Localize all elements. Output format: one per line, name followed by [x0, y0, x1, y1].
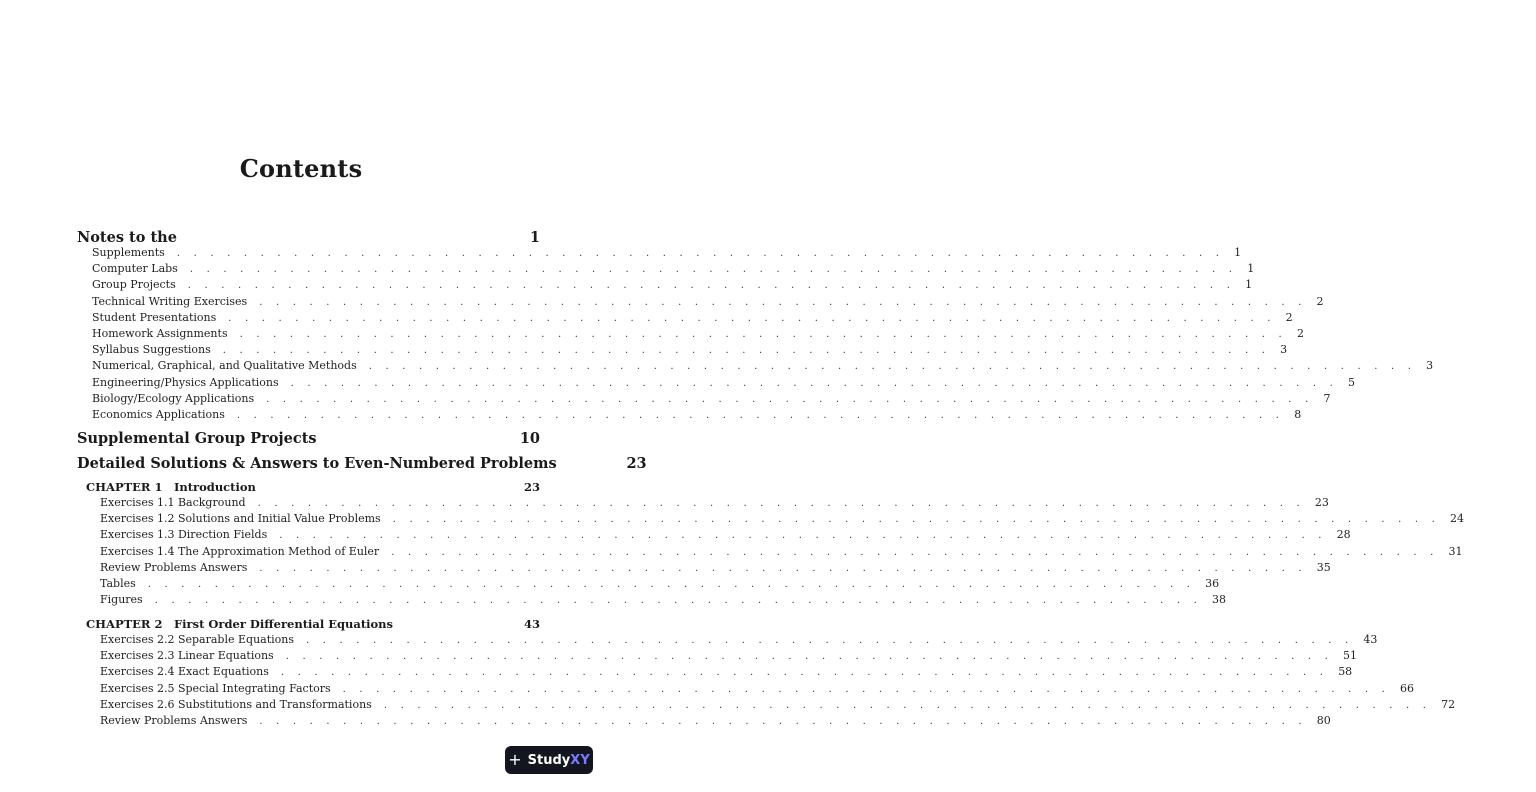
- toc-section-notes[interactable]: [0, 229, 612, 246]
- toc-page-number: 3: [1280, 343, 1288, 357]
- studyxy-badge[interactable]: [505, 746, 593, 774]
- leader-dots: . . . . . . . . . . . . . . . . . . . . . . . . . . . . . . . . . . . . . . . . . . . . . . . . . . . . . . . . . . . . . . .: [236, 410, 1285, 421]
- leader-dots: . . . . . . . . . . . . . . . . . . . . . . . . . . . . . . . . . . . . . . . . . . . . . . . . . . . . . . . . . . . . . . .: [259, 562, 1307, 574]
- toc-entry[interactable]: [0, 714, 1331, 727]
- leader-dots: . . . . . . . . . . . . . . . . . . . . . . . . . . . . . . . . . . . . . . . . . . . . . . . . . . . . . . . . . . . . . . .: [383, 699, 1432, 711]
- toc-entry[interactable]: [0, 294, 1324, 308]
- toc-entry-label: Homework Assignments: [92, 327, 228, 340]
- chapter-number: CHAPTER 1: [86, 480, 163, 494]
- leader-dots: . . . . . . . . . . . . . . . . . . . . . . . . . . . . . . . . . . . . . . . . . . . . . . . . . . . . . . . . . . . . . . .: [368, 361, 1417, 373]
- leader-dots: . . . . . . . . . . . . . . . . . . . . . . . . . . . . . . . . . . . . . . . . . . . . . . . . . . . . . . . . . . . . . . .: [228, 312, 1276, 324]
- leader-dots: . . . . . . . . . . . . . . . . . . . . . . . . . . . . . . . . . . . . . . . . . . . . . . . . . . . . . . . . . . . . . . .: [279, 530, 1327, 542]
- toc-entry[interactable]: [0, 343, 1288, 357]
- toc-entry[interactable]: [0, 593, 1227, 607]
- leader-dots: . . . . . . . . . . . . . . . . . . . . . . . . . . . . . . . . . . . . . . . . . . . . . . . . . . . . . . . . . . . . . . .: [285, 651, 1334, 663]
- toc-entry-label: Exercises 1.4 The Approximation Method of Euler: [100, 544, 380, 558]
- leader-dots: . . . . . . . . . . . . . . . . . . . . . . . . . . . . . . . . . . . . . . . . . . . . . . . . . . . . . . . . . . . . . . .: [342, 683, 1390, 695]
- leader-dots: . . . . . . . . . . . . . . . . . . . . . . . . . . . . . . . . . . . . . . . . . . . . . . . . . . . . . . . . . . . . . . .: [392, 514, 1441, 526]
- toc-entry-label: Group Projects: [92, 278, 176, 292]
- toc-entry-label: Exercises 2.2 Separable Equations: [100, 633, 294, 646]
- toc-page-number: 1: [1245, 278, 1253, 292]
- toc-page-number: 23: [523, 480, 540, 494]
- toc-page-number: 1: [1247, 262, 1255, 276]
- toc-entry[interactable]: [0, 512, 1465, 526]
- leader-dots: . . . . . . . . . . . . . . . . . . . . . . . . . . . . . . . . . . . . . . . . . . . . . . . . . . . . . . . . . . . . . . .: [147, 579, 1196, 590]
- toc-page-number: 58: [1338, 665, 1353, 679]
- toc-section-solutions[interactable]: [0, 455, 647, 472]
- toc-entry-label: Computer Labs: [92, 262, 178, 276]
- brand-name: StudyXY: [527, 752, 590, 768]
- toc-entry[interactable]: [0, 577, 1220, 590]
- toc-section-label: Detailed Solutions & Answers to Even-Numbered Problems: [77, 455, 557, 472]
- toc-page-number: 2: [1316, 294, 1324, 308]
- toc-entry[interactable]: [0, 310, 1293, 324]
- leader-dots: . . . . . . . . . . . . . . . . . . . . . . . . . . . . . . . . . . . . . . . . . . . . . . . . . . . . . . . . . . . . . . .: [391, 546, 1439, 558]
- toc-entry-label: Exercises 1.2 Solutions and Initial Value Problems: [100, 512, 381, 526]
- leader-dots: . . . . . . . . . . . . . . . . . . . . . . . . . . . . . . . . . . . . . . . . . . . . . . . . . . . . . . . . . . . . . . .: [257, 498, 1305, 509]
- leader-dots: . . . . . . . . . . . . . . . . . . . . . . . . . . . . . . . . . . . . . . . . . . . . . . . . . . . . . . . . . . . . . . .: [259, 716, 1307, 727]
- leader-dots: . . . . . . . . . . . . . . . . . . . . . . . . . . . . . . . . . . . . . . . . . . . . . . . . . . . . . . . . . . . . . . .: [290, 377, 1338, 389]
- toc-page-number: 23: [1314, 496, 1329, 509]
- toc-entry[interactable]: [0, 681, 1414, 695]
- toc-page-number: 5: [1347, 375, 1355, 389]
- plus-icon: +: [508, 750, 522, 769]
- toc-page-number: 31: [1448, 544, 1463, 558]
- toc-page-number: 23: [626, 455, 647, 472]
- toc-page-number: 2: [1285, 310, 1293, 324]
- toc-page-number: 2: [1296, 327, 1304, 340]
- toc-page-number: 35: [1316, 560, 1331, 574]
- toc-entry-label: Engineering/Physics Applications: [92, 375, 279, 389]
- toc-entry[interactable]: [0, 560, 1331, 574]
- chapter-title: Introduction: [174, 480, 256, 494]
- toc-page-number: 10: [519, 430, 540, 447]
- toc-entry-label: Review Problems Answers: [100, 714, 248, 727]
- toc-entry-label: Student Presentations: [92, 310, 217, 324]
- toc-entry-label: Biology/Ecology Applications: [92, 391, 255, 405]
- toc-entry[interactable]: [0, 528, 1351, 542]
- toc-page-number: 43: [523, 617, 540, 631]
- leader-dots: . . . . . . . . . . . . . . . . . . . . . . . . . . . . . . . . . . . . . . . . . . . . . . . . . . . . . . . . . . . . . . .: [187, 280, 1236, 292]
- toc-entry-label: Figures: [100, 593, 143, 607]
- toc-entry[interactable]: [0, 246, 1242, 259]
- toc-page-number: 66: [1399, 681, 1414, 695]
- toc-entry[interactable]: [0, 278, 1253, 292]
- toc-entry[interactable]: [0, 665, 1353, 679]
- toc-entry-label: Supplements: [92, 246, 165, 259]
- toc-page-number: 43: [1363, 633, 1378, 646]
- leader-dots: . . . . . . . . . . . . . . . . . . . . . . . . . . . . . . . . . . . . . . . . . . . . . . . . . . . . . . . . . . . . . . .: [222, 345, 1271, 357]
- toc-entry[interactable]: [0, 408, 1302, 421]
- page-title: Contents: [239, 154, 363, 183]
- toc-section-label: Notes to the: [77, 229, 177, 246]
- leader-dots: . . . . . . . . . . . . . . . . . . . . . . . . . . . . . . . . . . . . . . . . . . . . . . . . . . . . . . . . . . . . . . .: [189, 264, 1238, 276]
- toc-entry[interactable]: [0, 359, 1434, 373]
- toc-entry-label: Review Problems Answers: [100, 560, 248, 574]
- toc-page-number: 24: [1450, 512, 1465, 526]
- toc-page-number: 80: [1316, 714, 1331, 727]
- toc-chapter-2[interactable]: [0, 617, 612, 631]
- toc-entry-label: Numerical, Graphical, and Qualitative Methods: [92, 359, 357, 373]
- toc-page-number: 7: [1323, 391, 1331, 405]
- toc-entry-label: Exercises 2.5 Special Integrating Factors: [100, 681, 331, 695]
- toc-entry[interactable]: [0, 697, 1456, 711]
- toc-entry-label: Exercises 1.1 Background: [100, 496, 246, 509]
- toc-page-number: 1: [529, 229, 540, 246]
- toc-entry[interactable]: [0, 649, 1358, 663]
- toc-entry-label: Exercises 2.3 Linear Equations: [100, 649, 274, 663]
- toc-entry[interactable]: [0, 496, 1329, 509]
- leader-dots: . . . . . . . . . . . . . . . . . . . . . . . . . . . . . . . . . . . . . . . . . . . . . . . . . . . . . . . . . . . . . . .: [176, 248, 1225, 259]
- toc-page-number: 28: [1336, 528, 1351, 542]
- toc-entry-label: Economics Applications: [92, 408, 225, 421]
- toc-entry-label: Technical Writing Exercises: [92, 294, 248, 308]
- toc-entry-label: Exercises 2.6 Substitutions and Transformations: [100, 697, 372, 711]
- toc-entry[interactable]: [0, 633, 1378, 646]
- chapter-number: CHAPTER 2: [86, 617, 163, 631]
- toc-entry[interactable]: [0, 544, 1463, 558]
- leader-dots: . . . . . . . . . . . . . . . . . . . . . . . . . . . . . . . . . . . . . . . . . . . . . . . . . . . . . . . . . . . . . . .: [259, 296, 1307, 308]
- toc-page-number: 8: [1294, 408, 1302, 421]
- toc-entry-label: Exercises 2.4 Exact Equations: [100, 665, 269, 679]
- toc-entry[interactable]: [0, 262, 1255, 276]
- toc-section-label: Supplemental Group Projects: [77, 430, 317, 447]
- toc-page-number: 36: [1205, 577, 1220, 590]
- toc-entry-label: Exercises 1.3 Direction Fields: [100, 528, 268, 542]
- leader-dots: . . . . . . . . . . . . . . . . . . . . . . . . . . . . . . . . . . . . . . . . . . . . . . . . . . . . . . . . . . . . . . .: [266, 393, 1314, 405]
- toc-entry-label: Syllabus Suggestions: [92, 343, 211, 357]
- leader-dots: . . . . . . . . . . . . . . . . . . . . . . . . . . . . . . . . . . . . . . . . . . . . . . . . . . . . . . . . . . . . . . .: [306, 635, 1354, 646]
- toc-entry-label: Tables: [100, 577, 136, 590]
- toc-section-group-projects[interactable]: [0, 430, 612, 447]
- toc-page-number: 1: [1234, 246, 1242, 259]
- toc-entry[interactable]: [0, 375, 1355, 389]
- toc-chapter-1[interactable]: [0, 480, 612, 494]
- toc-entry[interactable]: [0, 327, 1304, 340]
- leader-dots: . . . . . . . . . . . . . . . . . . . . . . . . . . . . . . . . . . . . . . . . . . . . . . . . . . . . . . . . . . . . . . .: [239, 329, 1287, 340]
- toc-page-number: 72: [1441, 697, 1456, 711]
- chapter-title: First Order Differential Equations: [174, 617, 394, 631]
- leader-dots: . . . . . . . . . . . . . . . . . . . . . . . . . . . . . . . . . . . . . . . . . . . . . . . . . . . . . . . . . . . . . . .: [154, 595, 1203, 607]
- toc-entry[interactable]: [0, 391, 1331, 405]
- toc-page-number: 51: [1343, 649, 1358, 663]
- leader-dots: . . . . . . . . . . . . . . . . . . . . . . . . . . . . . . . . . . . . . . . . . . . . . . . . . . . . . . . . . . . . . . .: [280, 667, 1329, 679]
- toc-page-number: 3: [1426, 359, 1434, 373]
- toc-page-number: 38: [1212, 593, 1227, 607]
